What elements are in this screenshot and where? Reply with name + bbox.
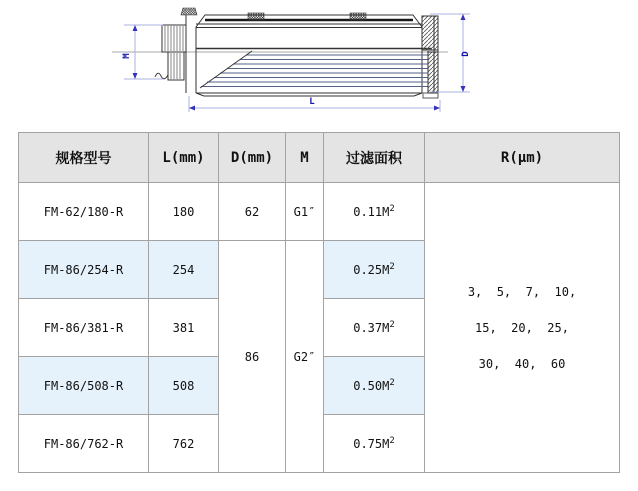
col-header-model: 规格型号 <box>19 133 149 183</box>
thread-fitting <box>155 15 186 93</box>
cell-length: 508 <box>149 357 219 415</box>
cell-length: 180 <box>149 183 219 241</box>
cell-thread-merged: G2″ <box>286 241 324 473</box>
cell-filter-area <box>324 183 425 241</box>
filter-drawing-svg <box>0 0 638 130</box>
dimension-l <box>189 96 440 112</box>
filter-area-value: 0.25M <box>353 262 390 277</box>
dim-label-d: D <box>461 51 471 57</box>
filter-area-exponent: 2 <box>389 377 395 388</box>
filter-area-exponent: 2 <box>389 435 395 446</box>
cell-model: FM-62/180-R <box>19 183 149 241</box>
cell-length: 762 <box>149 415 219 473</box>
spec-table <box>18 132 620 473</box>
micron-line: 3, 5, 7, 10, <box>467 284 577 299</box>
filter-area-exponent: 2 <box>389 319 395 330</box>
col-header-length: L(mm) <box>149 133 219 183</box>
cell-model: FM-86/762-R <box>19 415 149 473</box>
cell-filter-area <box>324 299 425 357</box>
cell-filter-area <box>324 357 425 415</box>
cell-diameter-merged: 86 <box>219 241 286 473</box>
micron-line: 15, 20, 25, <box>475 320 569 335</box>
micron-line: 30, 40, 60 <box>478 356 566 371</box>
cell-filter-area <box>324 415 425 473</box>
filter-technical-drawing <box>0 0 638 130</box>
filter-area-value: 0.50M <box>353 378 390 393</box>
cell-length: 254 <box>149 241 219 299</box>
header-row <box>19 133 620 183</box>
dim-label-m: M <box>122 53 132 59</box>
filter-area-value: 0.11M <box>353 204 390 219</box>
cell-micron-ratings <box>425 183 620 473</box>
pleat-lines <box>200 51 428 90</box>
end-cap-weld-patches <box>181 8 366 20</box>
cell-model: FM-86/381-R <box>19 299 149 357</box>
filter-area-value: 0.75M <box>353 436 390 451</box>
cell-diameter: 62 <box>219 183 286 241</box>
cell-model: FM-86/508-R <box>19 357 149 415</box>
right-end-cap <box>422 16 438 98</box>
col-header-micron-rating: R(μm) <box>425 133 620 183</box>
filter-area-exponent: 2 <box>389 203 395 214</box>
filter-area-exponent: 2 <box>389 261 395 272</box>
table-row <box>19 183 620 241</box>
dim-label-l: L <box>309 97 315 107</box>
col-header-diameter: D(mm) <box>219 133 286 183</box>
col-header-filter-area: 过滤面积 <box>324 133 425 183</box>
cell-model: FM-86/254-R <box>19 241 149 299</box>
cell-thread: G1″ <box>286 183 324 241</box>
cell-length: 381 <box>149 299 219 357</box>
cell-filter-area <box>324 241 425 299</box>
filter-area-value: 0.37M <box>353 320 390 335</box>
col-header-thread: M <box>286 133 324 183</box>
